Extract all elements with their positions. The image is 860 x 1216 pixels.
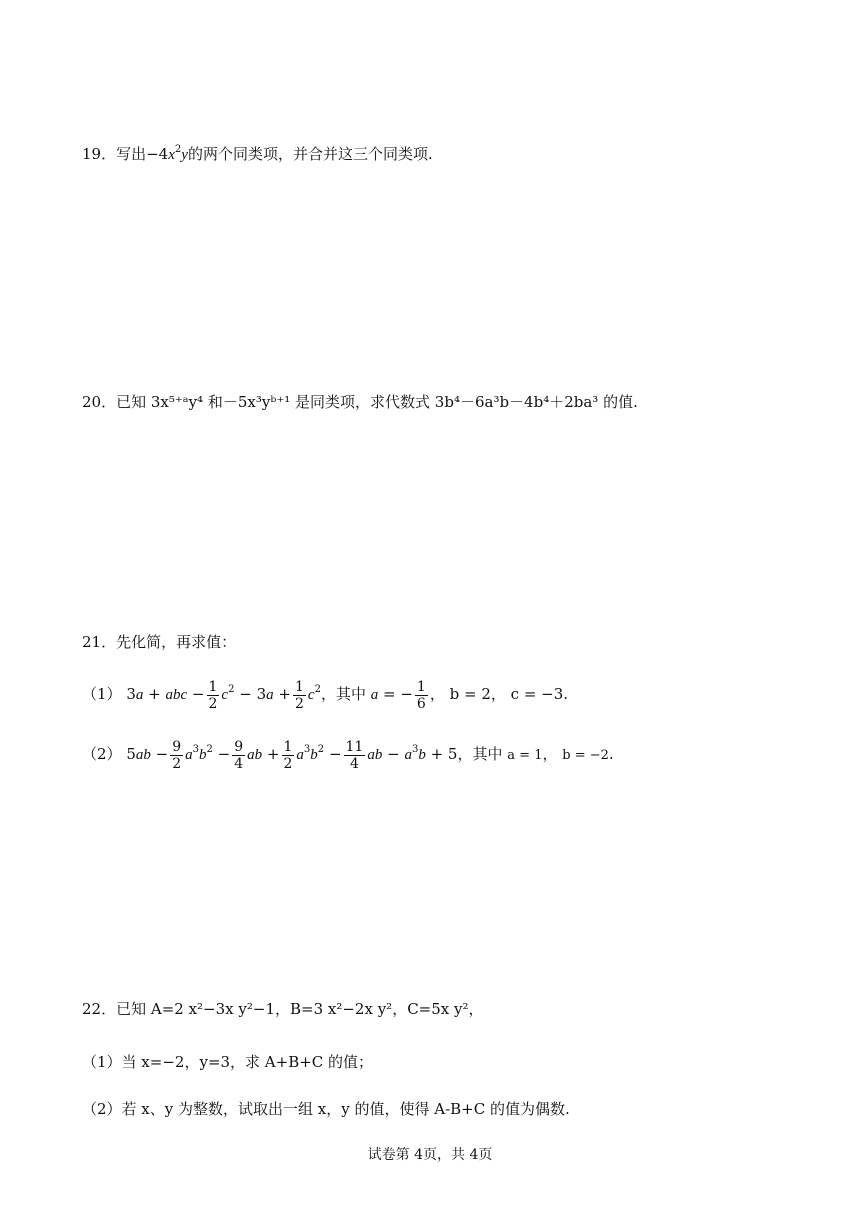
q21-p1-a: a = − $\frac{1}{6}$ xyxy=(370,678,426,712)
question-19 xyxy=(82,143,433,168)
q19-text: 的两个同类项，并合并这三个同类项. xyxy=(187,145,433,163)
q22-number: 22． xyxy=(82,1000,117,1018)
q20-text: 已知 3x⁵⁺ᵃy⁴ 和－5x³yᵇ⁺¹ 是同类项，求代数式 3b⁴－6a³b－4b⁴＋2ba³ 的值. xyxy=(116,393,638,411)
q21-p1-condition: ，其中 xyxy=(320,685,366,703)
question-22 xyxy=(82,998,484,1020)
question-21-part-1: （1） 3a + abc − $\frac{1}{2}$ $c^2 - 3a$ + $\frac{1}{2}$ $c^2$，其中 a = − $\frac{1}{6}$ ， b = 2， c = −3. xyxy=(82,678,569,712)
q21-p1-expression: 3a + abc − $\frac{1}{2}$ $c^2 - 3a$ + $\frac{1}{2}$ $c^2$ xyxy=(126,678,321,712)
q19-prefix: 写出 xyxy=(116,145,147,163)
q21-number: 21． xyxy=(82,633,117,651)
question-22-part-2 xyxy=(82,1098,570,1120)
question-21-title xyxy=(82,631,236,653)
page-footer: 试卷第 4页，共 4页 xyxy=(367,1147,493,1163)
q21-p2-label: （2） xyxy=(82,745,122,763)
q22-text: 已知 A=2 x²−3x y²−1，B=3 x²−2x y²，C=5x y²， xyxy=(116,1000,484,1018)
q21-p1-label: （1） xyxy=(82,685,122,703)
q20-number: 20． xyxy=(82,393,117,411)
q21-p1-c: c = −3 xyxy=(510,685,564,703)
question-21-part-2: （2） 5ab − $\frac{9}{2}$ $a^3b^2$ − $\frac{9}{4}$ ab + $\frac{1}{2}$ $a^3b^2$ − $\frac{11}{4}$ ab − $a^3b + 5$，其中 a = 1， b = −2. xyxy=(82,738,614,772)
q22-p2-text: （2）若 x、y 为整数，试取出一组 x，y 的值，使得 A-B+C 的值为偶数. xyxy=(82,1100,570,1118)
q21-p2-expression: 5ab − $\frac{9}{2}$ $a^3b^2$ − $\frac{9}{4}$ ab + $\frac{1}{2}$ $a^3b^2$ − $\frac{11}{4}$ ab − $a^3b + 5$ xyxy=(126,738,458,772)
q21-p2-condition: ，其中 xyxy=(457,745,503,763)
q19-number: 19． xyxy=(82,145,117,163)
question-20 xyxy=(82,391,638,413)
q22-p1-text: （1）当 x=−2，y=3，求 A+B+C 的值； xyxy=(82,1053,374,1071)
q19-expression: $-4x^2y$ xyxy=(146,144,188,163)
question-22-part-1 xyxy=(82,1051,373,1073)
q21-p2-b: b = −2 xyxy=(562,748,609,763)
q21-title: 先化简，再求值： xyxy=(116,633,237,651)
q21-p1-b: b = 2 xyxy=(449,685,491,703)
q21-p2-a: a = 1 xyxy=(507,748,543,763)
